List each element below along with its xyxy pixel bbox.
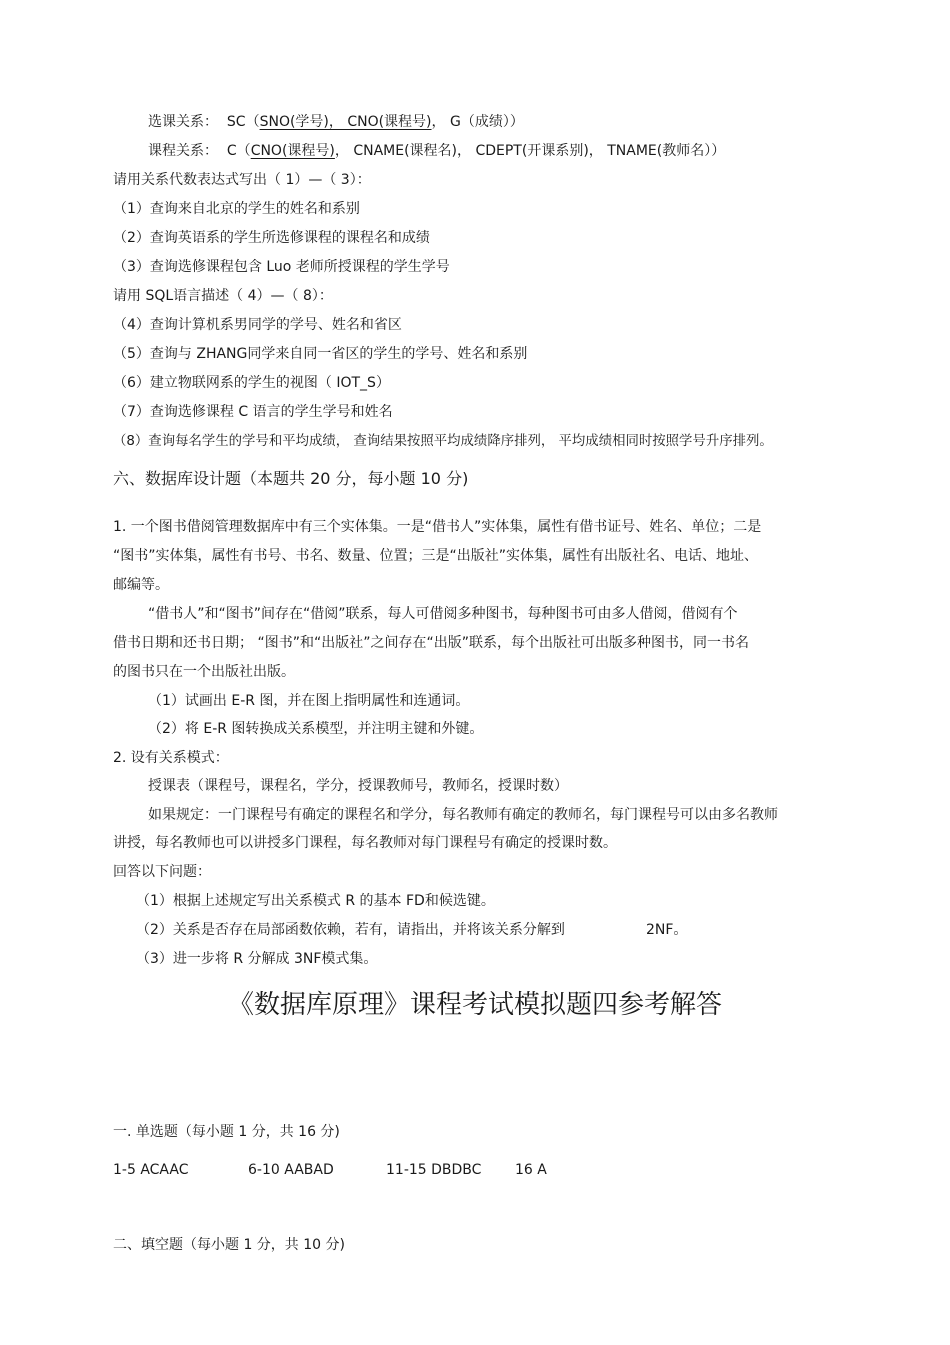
algebra-item-1: （1）查询来自北京的学生的姓名和系别 [113, 201, 360, 217]
sql-item-8: （8）查询每名学生的学号和平均成绩， 查询结果按照平均成绩降序排列， 平均成绩相同时按照学号升序排列。 [113, 434, 773, 449]
sc-label: 选课关系： [148, 114, 218, 130]
q1-line-2: “图书”实体集，属性有书号、书名、数量、位置；三是“出版社”实体集，属性有出版社名、电话、地址、 [113, 548, 759, 564]
sql-item-5: （5）查询与 ZHANG同学来自同一省区的学生的学号、姓名和系别 [113, 346, 528, 362]
q1-line-4: “借书人”和“图书”间存在“借阅”联系，每人可借阅多种图书，每种图书可由多人借阅，借阅有个 [148, 606, 738, 622]
c-pre: C（ [226, 143, 251, 159]
q2-line-2: 授课表（课程号，课程名，学分，授课教师号，教师名，授课时数） [148, 778, 568, 794]
algebra-intro: 请用关系代数表达式写出（ 1）—（ 3）： [113, 172, 371, 188]
c-post: ， CNAME(课程名)， CDEPT(开课系别)， TNAME(教师名）） [334, 143, 726, 159]
q1-line-5: 借书日期和还书日期； “图书”和“出版社”之间存在“出版”联系，每个出版社可出版多种图书，同一书名 [113, 635, 749, 651]
sc-primary-key: SNO(学号)， CNO(课程号) [259, 114, 432, 130]
answers-section1-title: 一. 单选题（每小题 1 分，共 16 分) [113, 1124, 340, 1140]
answer-group-1: 1-5 ACAAC [113, 1162, 189, 1178]
sc-relation-line [148, 113, 524, 131]
answer-group-3: 11-15 DBDBC [386, 1162, 482, 1178]
section6-title: 六、数据库设计题（本题共 20 分，每小题 10 分) [113, 469, 469, 488]
answers-section2-title: 二、填空题（每小题 1 分，共 10 分) [113, 1237, 345, 1253]
sql-intro: 请用 SQL语言描述（ 4）—（ 8）： [113, 288, 333, 304]
answer-title: 《数据库原理》课程考试模拟题四参考解答 [227, 990, 722, 1020]
c-primary-key: CNO(课程号) [250, 143, 335, 159]
q2-line-4: 讲授，每名教师也可以讲授多门课程，每名教师对每门课程号有确定的授课时数。 [113, 835, 617, 851]
algebra-item-3: （3）查询选修课程包含 Luo 老师所授课程的学生学号 [113, 259, 450, 275]
q1-line-1: 1. 一个图书借阅管理数据库中有三个实体集。一是“借书人”实体集，属性有借书证号、姓名、单位；二是 [113, 519, 762, 535]
q2-sub-1: （1）根据上述规定写出关系模式 R 的基本 FD和候选键。 [136, 893, 495, 909]
q2-sub-2-tail: 2NF。 [646, 922, 688, 938]
q1-sub-2: （2）将 E-R 图转换成关系模型，并注明主键和外键。 [148, 721, 484, 737]
sc-pre: SC（ [226, 114, 260, 130]
q1-line-3: 邮编等。 [113, 577, 169, 593]
sql-item-4: （4）查询计算机系男同学的学号、姓名和省区 [113, 317, 402, 333]
q2-sub-2: （2）关系是否存在局部函数依赖，若有，请指出，并将该关系分解到 [136, 922, 565, 938]
answer-group-4: 16 A [515, 1162, 547, 1178]
q1-line-6: 的图书只在一个出版社出版。 [113, 664, 295, 680]
sc-post: ， G（成绩）） [431, 114, 524, 130]
c-label: 课程关系： [148, 143, 218, 159]
q2-sub-3: （3）进一步将 R 分解成 3NF模式集。 [136, 951, 378, 967]
q2-line-1: 2. 设有关系模式： [113, 750, 229, 766]
q2-line-3: 如果规定：一门课程号有确定的课程名和学分，每名教师有确定的教师名，每门课程号可以由多名教师 [148, 807, 778, 823]
q2-line-5: 回答以下问题： [113, 864, 211, 880]
c-relation-line [148, 142, 725, 160]
algebra-item-2: （2）查询英语系的学生所选修课程的课程名和成绩 [113, 230, 430, 246]
sql-item-6: （6）建立物联网系的学生的视图（ IOT_S） [113, 375, 390, 391]
q1-sub-1: （1）试画出 E-R 图，并在图上指明属性和连通词。 [148, 693, 470, 709]
sql-item-7: （7）查询选修课程 C 语言的学生学号和姓名 [113, 404, 393, 420]
answer-group-2: 6-10 AABAD [248, 1162, 334, 1178]
